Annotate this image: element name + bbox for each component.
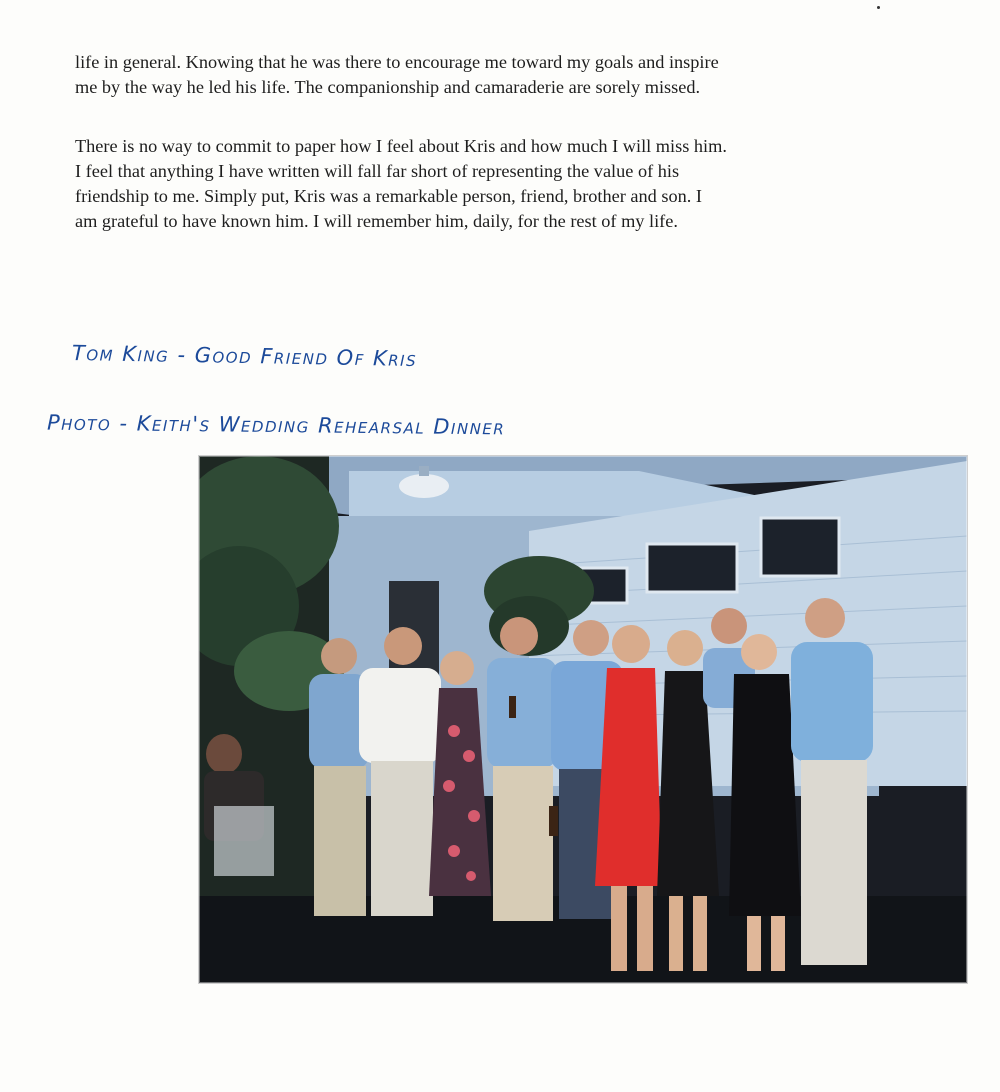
typed-paragraph-1 xyxy=(75,50,845,100)
text-line: me by the way he led his life. The companionship and camaraderie are sorely missed. xyxy=(75,77,701,97)
typed-paragraph-2 xyxy=(75,134,845,234)
group-photo xyxy=(199,456,967,983)
scan-speck xyxy=(877,6,880,9)
text-line: friendship to me. Simply put, Kris was a remarkable person, friend, brother and son. I xyxy=(75,186,702,206)
text-line: life in general. Knowing that he was there to encourage me toward my goals and inspire xyxy=(75,52,719,72)
handwritten-caption-photo: Photo - Keith's Wedding Rehearsal Dinner xyxy=(46,410,506,440)
text-line: am grateful to have known him. I will remember him, daily, for the rest of my life. xyxy=(75,211,678,231)
handwritten-caption-author: Tom King - Good Friend Of Kris xyxy=(71,340,418,372)
text-line: There is no way to commit to paper how I feel about Kris and how much I will miss him. xyxy=(75,136,727,156)
group-photo-illustration xyxy=(199,456,967,983)
text-line: I feel that anything I have written will fall far short of representing the value of his xyxy=(75,161,680,181)
